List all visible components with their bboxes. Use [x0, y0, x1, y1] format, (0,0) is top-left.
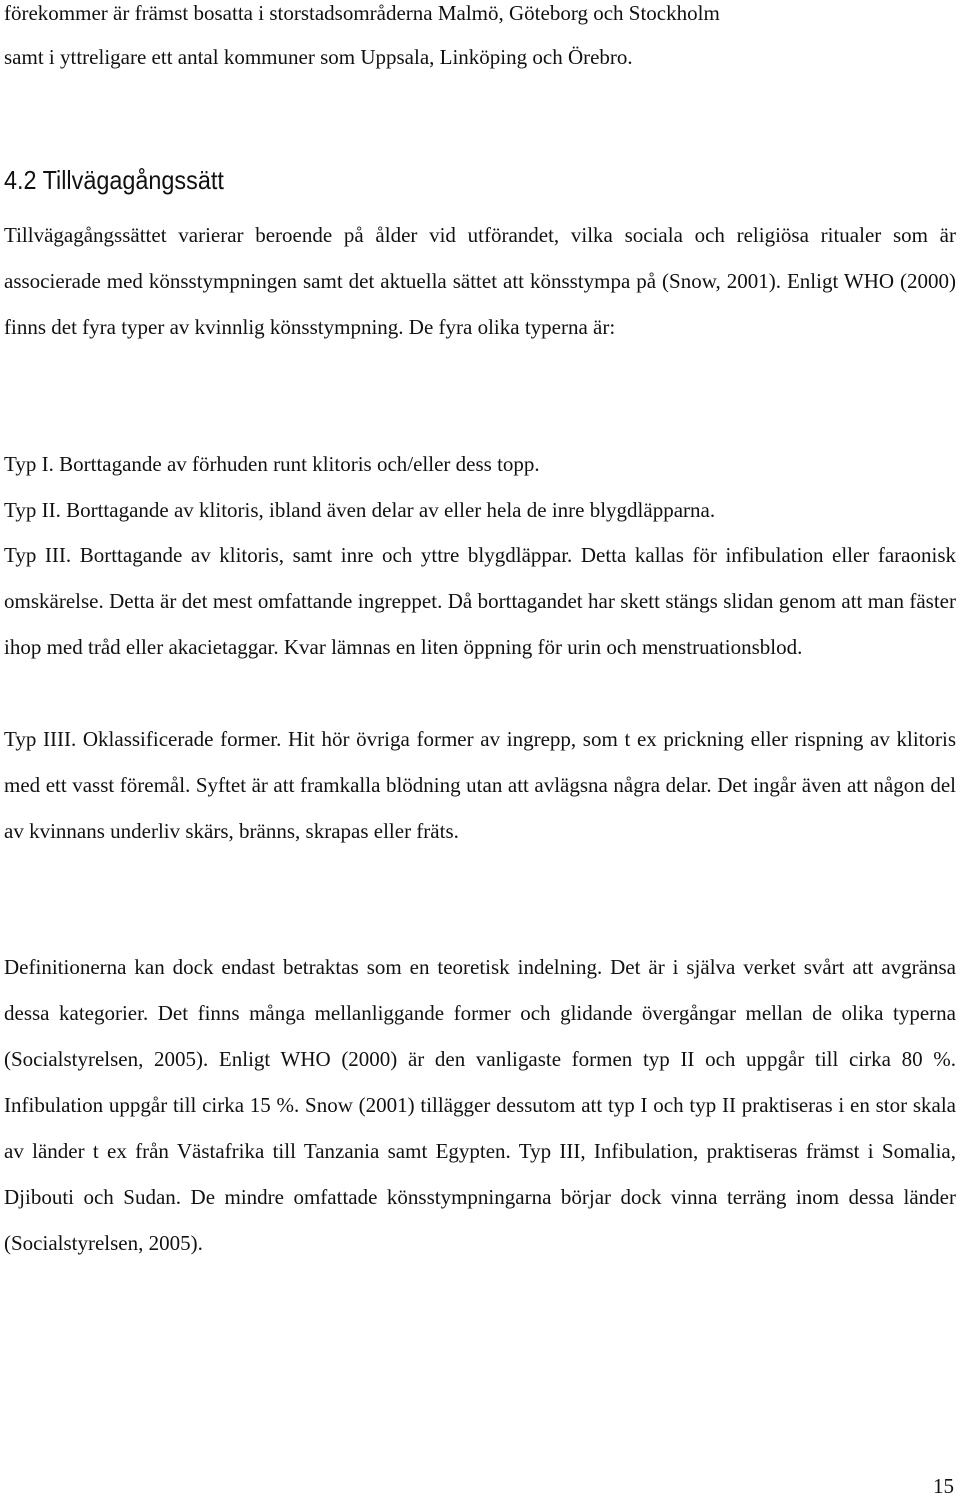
type-1-paragraph: Typ I. Borttagande av förhuden runt klitoris och/eller dess topp.	[4, 452, 540, 476]
intro-line-2: samt i yttreligare ett antal kommuner som Uppsala, Linköping och Örebro.	[4, 45, 633, 69]
section-heading: 4.2 Tillvägagångssätt	[4, 165, 224, 195]
page-number: 15	[933, 1474, 954, 1498]
type-3-paragraph: Typ III. Borttagande av klitoris, samt inre och yttre blygdläppar. Detta kallas för infibulation eller faraonisk omskärelse. Detta är det mest omfattande ingreppet. Då borttagandet har skett stängs slidan genom att man fäster ihop med tråd eller akacietaggar. Kvar lämnas en liten öppning för urin och menstruationsblod.	[4, 543, 956, 659]
type-4-paragraph: Typ IIII. Oklassificerade former. Hit hör övriga former av ingrepp, som t ex prickning eller rispning av klitoris med ett vasst föremål. Syftet är att framkalla blödning utan att avlägsna några delar. Det ingår även att någon del av kvinnans underliv skärs, bränns, skrapas eller fräts.	[4, 727, 956, 843]
intro-line-1: förekommer är främst bosatta i storstadsområderna Malmö, Göteborg och Stockholm	[4, 1, 720, 25]
type-2-paragraph: Typ II. Borttagande av klitoris, ibland även delar av eller hela de inre blygdläpparna.	[4, 498, 716, 522]
section-paragraph: Tillvägagångssättet varierar beroende på ålder vid utförandet, vilka sociala och religiösa ritualer som är associerade med könsstympningen samt det aktuella sättet att könsstympa på (Snow, 2001). Enligt WHO (2000) finns det fyra typer av kvinnlig könsstympning. De fyra olika typerna är:	[4, 223, 956, 339]
definitions-paragraph: Definitionerna kan dock endast betraktas som en teoretisk indelning. Det är i själva verket svårt att avgränsa dessa kategorier. Det finns många mellanliggande former och glidande övergångar mellan de olika typerna (Socialstyrelsen, 2005). Enligt WHO (2000) är den vanligaste formen typ II och uppgår till cirka 80 %. Infibulation uppgår till cirka 15 %. Snow (2001) tillägger dessutom att typ I och typ II praktiseras i en stor skala av länder t ex från Västafrika till Tanzania samt Egypten. Typ III, Infibulation, praktiseras främst i Somalia, Djibouti och Sudan. De mindre omfattade könsstympningarna börjar dock vinna terräng inom dessa länder (Socialstyrelsen, 2005).	[4, 955, 956, 1255]
